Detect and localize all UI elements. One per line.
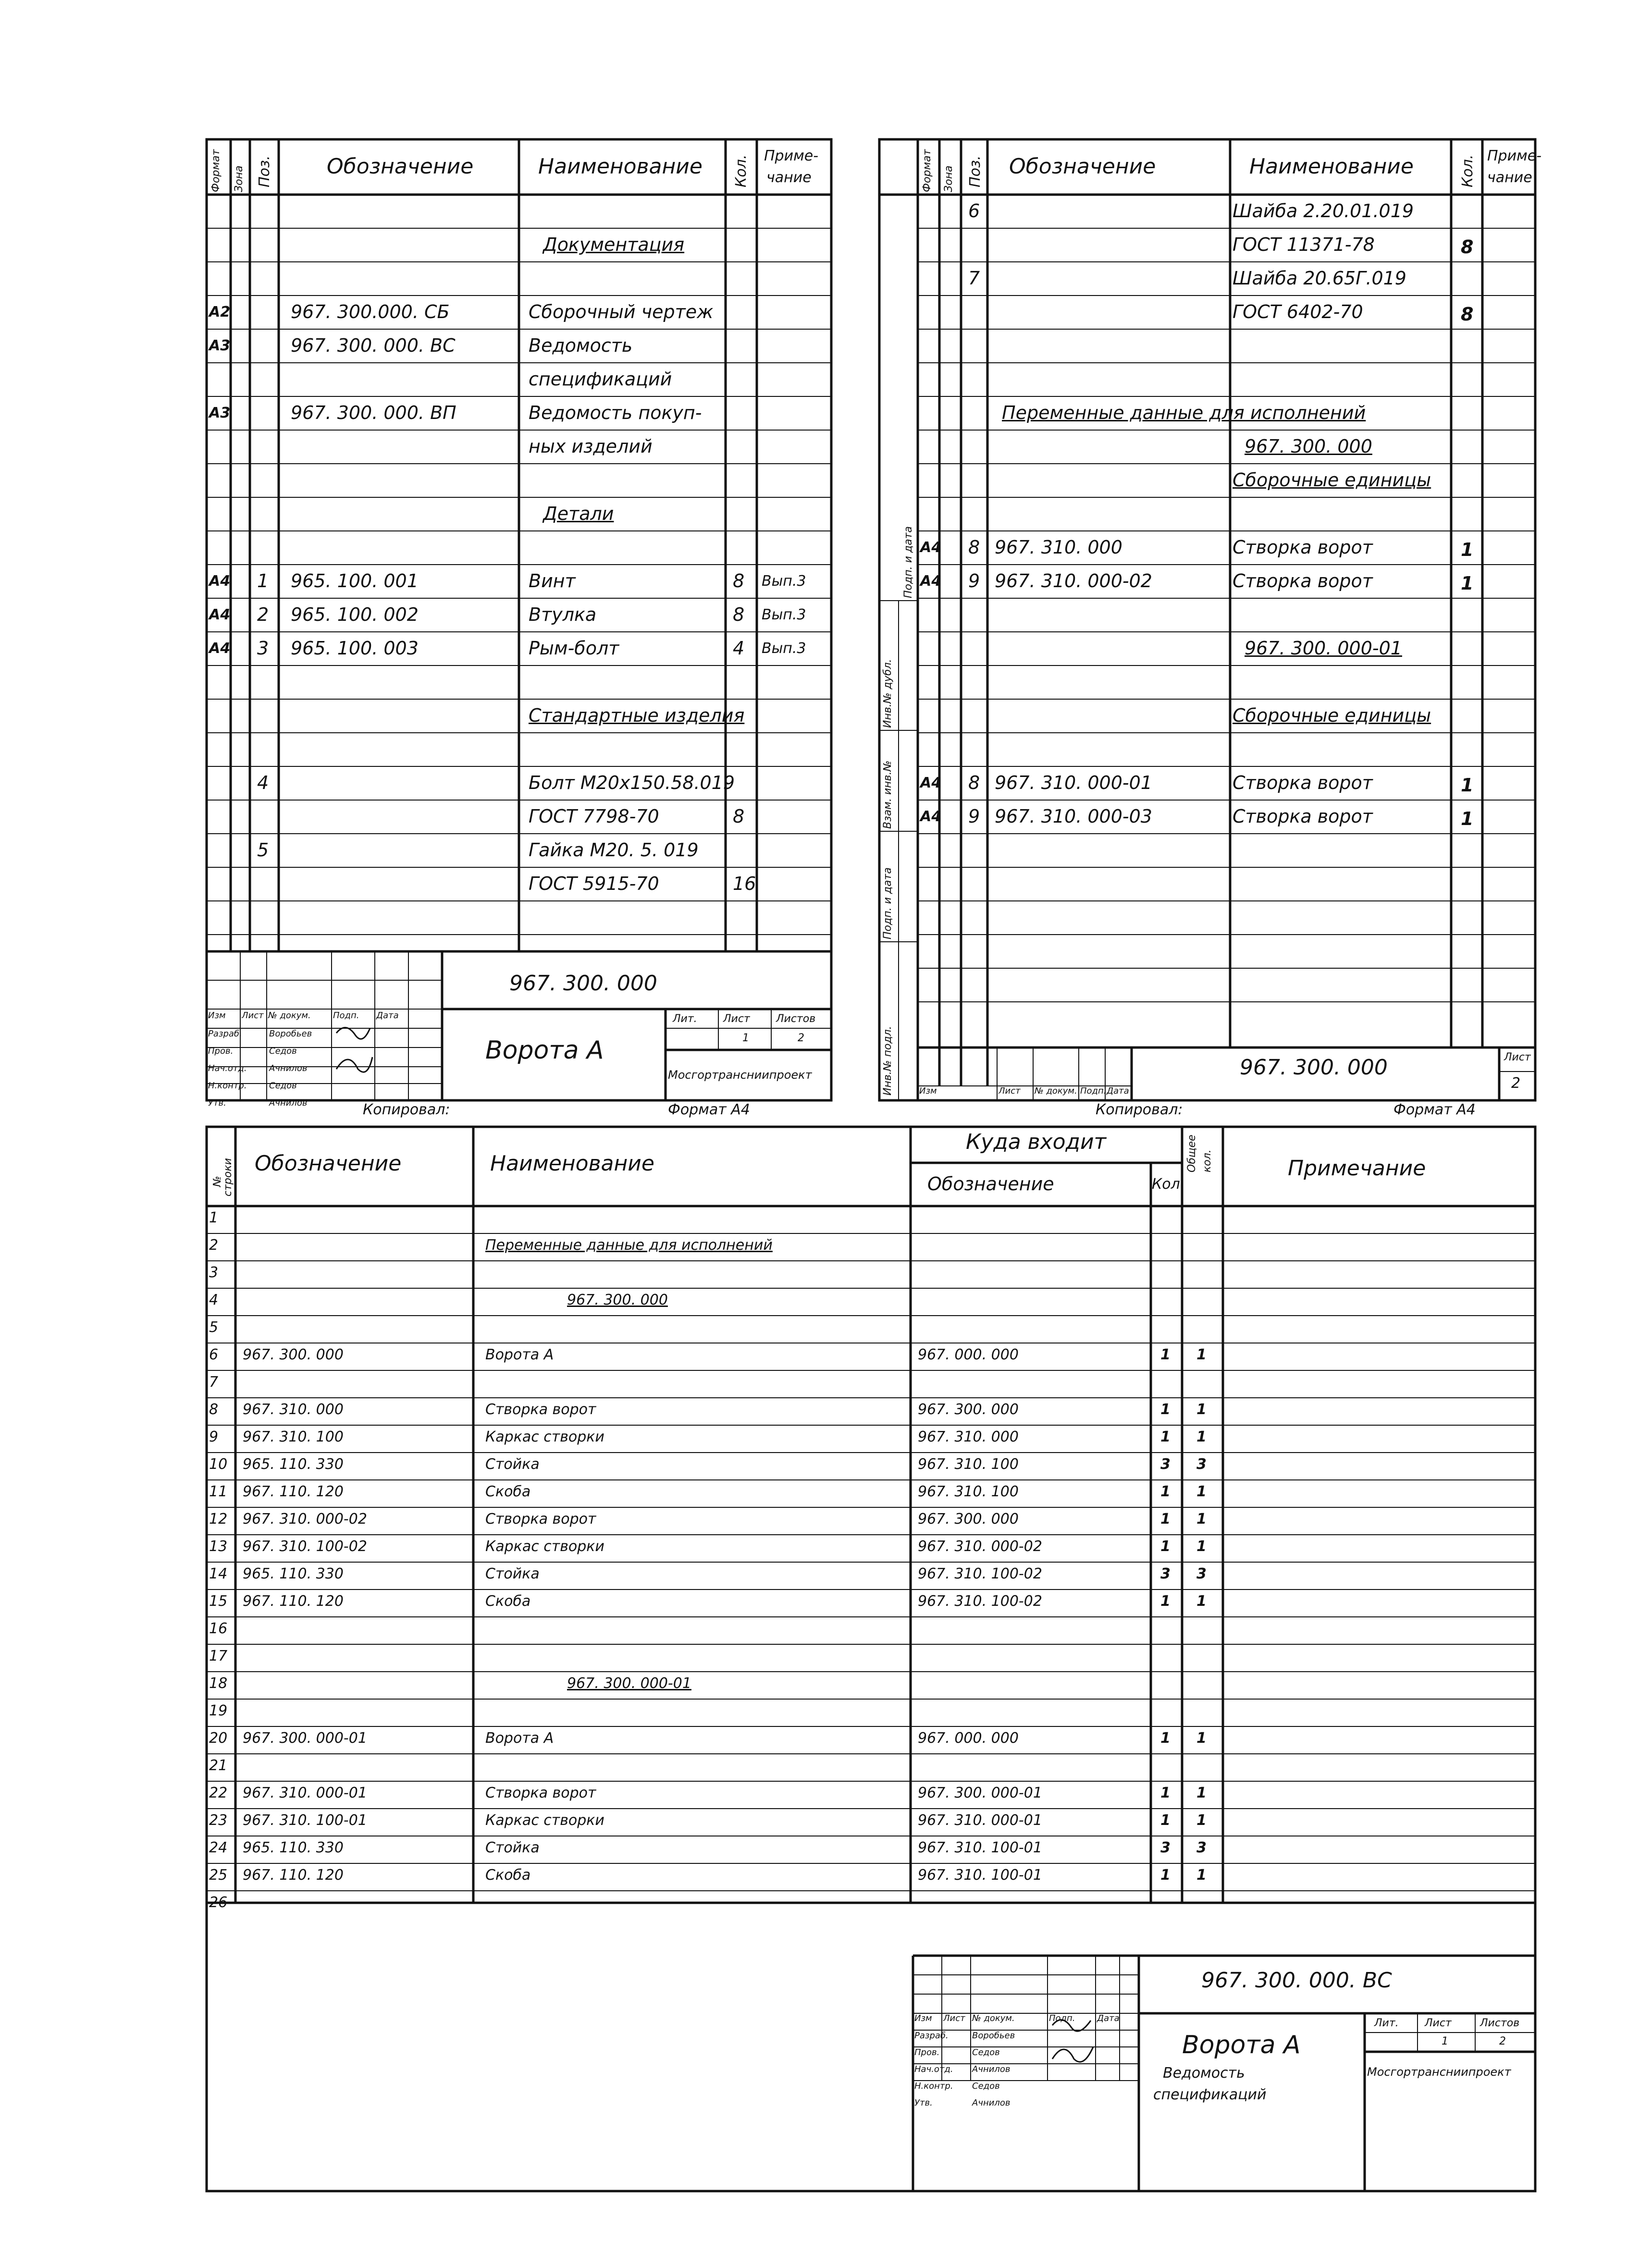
spec-qty-cell: 4: [733, 638, 745, 659]
stamp2-col-label: Дата: [1107, 1086, 1129, 1096]
stamp1-person: Воробьев: [269, 1029, 312, 1039]
stamp1-code: 967. 300. 000: [509, 971, 657, 996]
stamp1-format: Формат А4: [668, 1101, 750, 1118]
s3-header-total-1: Общее: [1186, 1134, 1198, 1172]
stamp1-copied: Копировал:: [363, 1101, 450, 1118]
spec-pos-cell: 7: [968, 268, 980, 289]
variable-row-number: 22: [209, 1785, 228, 1801]
variable-total-cell: 3: [1196, 1456, 1207, 1473]
spec-name-cell: Рым-болт: [529, 638, 619, 659]
spec-format-cell: А4: [920, 573, 942, 590]
spec-name-cell: ГОСТ 6402-70: [1233, 301, 1363, 322]
variable-where-cell: 967. 310. 100: [918, 1483, 1019, 1500]
variable-where-cell: 967. 310. 000: [918, 1429, 1019, 1445]
stamp3-sheets-no: 2: [1499, 2035, 1506, 2047]
variable-where-cell: 967. 310. 100-01: [918, 1839, 1042, 1856]
s3-header-where-des: Обозначение: [927, 1173, 1054, 1195]
variable-where-cell: 967. 300. 000: [918, 1511, 1019, 1528]
spec-format-cell: А3: [209, 405, 231, 421]
stamp3-sheets: Листов: [1480, 2017, 1520, 2029]
stamp1-role: Нач.отд.: [208, 1063, 247, 1073]
variable-designation-cell: 967. 300. 000: [243, 1346, 344, 1363]
spec-format-cell: А4: [209, 640, 231, 657]
spec-format-cell: А4: [920, 775, 942, 791]
variable-total-cell: 1: [1196, 1730, 1207, 1747]
variable-row-number: 11: [209, 1483, 228, 1500]
stamp1-person: Седов: [269, 1081, 297, 1091]
stamp3-col-label: Дата: [1097, 2013, 1120, 2023]
variable-qty-cell: 1: [1160, 1483, 1171, 1500]
variable-total-cell: 3: [1196, 1839, 1207, 1856]
header-zone: Зона: [233, 165, 245, 192]
spec-designation-cell: 967. 310. 000-01: [995, 772, 1152, 793]
s3-header-name: Наименование: [490, 1151, 654, 1176]
spec-designation-cell: 965. 100. 003: [291, 638, 419, 659]
variable-row-number: 1: [209, 1209, 219, 1226]
s2-header-qty: Кол.: [1459, 154, 1476, 187]
spec-designation-cell: 967. 310. 000: [995, 537, 1122, 558]
stamp3-sheet-no: 1: [1442, 2035, 1448, 2047]
variable-total-cell: 3: [1196, 1565, 1207, 1582]
stamp1-person: Ачнилов: [269, 1063, 308, 1073]
variable-row-number: 21: [209, 1757, 228, 1774]
spec-name-cell: ГОСТ 5915-70: [529, 873, 659, 894]
variable-where-cell: 967. 310. 100-01: [918, 1867, 1042, 1884]
spec-name-cell: Переменные данные для исполнений: [1002, 402, 1366, 423]
variable-name-cell: Переменные данные для исполнений: [485, 1237, 773, 1254]
s3-header-total-2: кол.: [1201, 1149, 1213, 1172]
variable-where-cell: 967. 310. 100-02: [918, 1565, 1042, 1582]
spec-name-cell: Ведомость покуп-: [529, 402, 702, 423]
spec-pos-cell: 8: [968, 772, 980, 793]
spec-qty-cell: 8: [733, 806, 745, 827]
spec-pos-cell: 4: [257, 772, 269, 793]
variable-name-cell: Стойка: [485, 1565, 540, 1582]
variable-total-cell: 1: [1196, 1346, 1207, 1363]
variable-qty-cell: 3: [1160, 1839, 1171, 1856]
spec-qty-cell: 1: [1461, 775, 1474, 796]
stamp1-person: Ачнилов: [269, 1098, 308, 1108]
stamp3-role: Нач.отд.: [914, 2064, 953, 2074]
variable-row-number: 3: [209, 1264, 219, 1281]
variable-row-number: 24: [209, 1839, 228, 1856]
spec-name-cell: Гайка М20. 5. 019: [529, 839, 699, 861]
stamp3-org: Мосгортрансниипроект: [1367, 2065, 1511, 2079]
side-label: Инв.№ подл.: [882, 1026, 894, 1096]
stamp3-person: Ачнилов: [972, 2064, 1011, 2074]
spec-designation-cell: 967. 310. 000-03: [995, 806, 1152, 827]
spec-note-cell: Вып.3: [762, 606, 806, 623]
variable-name-cell: Стойка: [485, 1839, 540, 1856]
variable-row-number: 15: [209, 1593, 228, 1610]
variable-row-number: 13: [209, 1538, 228, 1555]
side-label: Подп. и дата: [902, 526, 914, 598]
stamp2-code: 967. 300. 000: [1240, 1055, 1388, 1080]
variable-name-cell: Ворота А: [485, 1730, 554, 1747]
stamp1-col-label: Подп.: [333, 1010, 359, 1021]
variable-designation-cell: 967. 310. 100-01: [243, 1812, 367, 1829]
stamp3-code: 967. 300. 000. ВС: [1201, 1968, 1392, 1993]
spec-name-cell: Шайба 20.65Г.019: [1233, 268, 1406, 289]
spec-name-cell: Створка ворот: [1233, 570, 1373, 591]
spec-name-cell: Шайба 2.20.01.019: [1233, 200, 1414, 222]
spec-name-cell: Винт: [529, 570, 576, 591]
spec-name-cell: Ведомость: [529, 335, 633, 356]
variable-qty-cell: 1: [1160, 1538, 1171, 1555]
variable-name-cell: Створка ворот: [485, 1511, 596, 1528]
spec-pos-cell: 9: [968, 806, 980, 827]
spec-note-cell: Вып.3: [762, 573, 806, 590]
spec-designation-cell: 967. 300.000. СБ: [291, 301, 450, 322]
header-format: Формат: [210, 149, 222, 192]
stamp1-sheet-no: 1: [742, 1032, 749, 1044]
stamp3-sheet: Лист: [1425, 2017, 1452, 2029]
side-label: Подп. и дата: [882, 867, 894, 939]
s2-header-name: Наименование: [1249, 154, 1414, 179]
variable-name-cell: Каркас створки: [485, 1538, 604, 1555]
stamp2-sheet: Лист: [1504, 1051, 1531, 1063]
spec-name-cell: Створка ворот: [1233, 772, 1373, 793]
variable-name-cell: Ворота А: [485, 1346, 554, 1363]
header-note-1: Приме-: [764, 148, 819, 164]
variable-designation-cell: 967. 110. 120: [243, 1593, 344, 1610]
variable-row-number: 12: [209, 1511, 228, 1528]
variable-where-cell: 967. 310. 000-01: [918, 1812, 1042, 1829]
stamp3-role: Утв.: [914, 2098, 933, 2108]
variable-name-cell: Скоба: [485, 1593, 531, 1610]
spec-pos-cell: 9: [968, 570, 980, 591]
stamp3-subtitle-2: спецификаций: [1153, 2086, 1267, 2103]
variable-row-number: 10: [209, 1456, 228, 1473]
spec-format-cell: А4: [920, 808, 942, 825]
variable-designation-cell: 965. 110. 330: [243, 1565, 344, 1582]
stamp2-copied: Копировал:: [1096, 1101, 1183, 1118]
variable-qty-cell: 1: [1160, 1812, 1171, 1829]
variable-designation-cell: 967. 310. 100: [243, 1429, 344, 1445]
variable-name-cell: Створка ворот: [485, 1401, 596, 1418]
stamp1-lit: Лит.: [673, 1013, 697, 1025]
stamp3-col-label: Лист: [943, 2013, 965, 2023]
variable-row-number: 2: [209, 1237, 219, 1254]
variable-designation-cell: 967. 110. 120: [243, 1483, 344, 1500]
spec-pos-cell: 6: [968, 200, 980, 222]
stamp1-role: Н.контр.: [208, 1081, 247, 1091]
stamp3-role: Н.контр.: [914, 2081, 953, 2091]
spec-qty-cell: 1: [1461, 808, 1474, 829]
variable-name-cell: Скоба: [485, 1483, 531, 1500]
variable-row-number: 16: [209, 1620, 228, 1637]
variable-where-cell: 967. 300. 000: [918, 1401, 1019, 1418]
spec-name-cell: Сборочные единицы: [1233, 469, 1431, 491]
stamp1-col-label: Дата: [376, 1010, 399, 1021]
stamp3-role: Разраб.: [914, 2031, 949, 2041]
stamp1-org: Мосгортрансниипроект: [668, 1068, 812, 1082]
variable-row-number: 7: [209, 1374, 219, 1391]
stamp1-person: Седов: [269, 1046, 297, 1056]
spec-name-cell: Болт М20х150.58.019: [529, 772, 735, 793]
variable-where-cell: 967. 310. 000-02: [918, 1538, 1042, 1555]
stamp3-person: Воробьев: [972, 2031, 1015, 2041]
variable-qty-cell: 1: [1160, 1429, 1171, 1445]
variable-qty-cell: 1: [1160, 1511, 1171, 1528]
s3-header-where: Куда входит: [966, 1130, 1107, 1154]
variable-designation-cell: 967. 300. 000-01: [243, 1730, 367, 1747]
variable-designation-cell: 967. 310. 000: [243, 1401, 344, 1418]
variable-where-cell: 967. 000. 000: [918, 1346, 1019, 1363]
side-label: Инв.№ дубл.: [882, 659, 894, 728]
variable-where-cell: 967. 300. 000-01: [918, 1785, 1042, 1801]
stamp3-person: Ачнилов: [972, 2098, 1011, 2108]
variable-total-cell: 1: [1196, 1785, 1207, 1801]
spec-name-cell: ГОСТ 11371-78: [1233, 234, 1375, 255]
variable-row-number: 5: [209, 1319, 219, 1336]
stamp3-col-label: № докум.: [972, 2013, 1015, 2023]
spec-name-cell: ных изделий: [529, 436, 653, 457]
spec-designation-cell: 967. 300. 000. ВС: [291, 335, 456, 356]
spec-format-cell: А2: [209, 304, 231, 320]
spec-pos-cell: 5: [257, 839, 269, 861]
stamp3-col-label: Изм: [914, 2013, 932, 2023]
variable-row-number: 8: [209, 1401, 219, 1418]
header-note-2: чание: [766, 169, 812, 186]
variable-where-cell: 967. 310. 100: [918, 1456, 1019, 1473]
variable-qty-cell: 3: [1160, 1565, 1171, 1582]
variable-qty-cell: 1: [1160, 1730, 1171, 1747]
stamp1-sheets-no: 2: [798, 1032, 804, 1044]
variable-name-cell: Стойка: [485, 1456, 540, 1473]
variable-qty-cell: 1: [1160, 1346, 1171, 1363]
spec-format-cell: А3: [209, 337, 231, 354]
variable-total-cell: 1: [1196, 1483, 1207, 1500]
spec-designation-cell: 965. 100. 002: [291, 604, 419, 625]
spec-name-cell: 967. 300. 000-01: [1245, 638, 1402, 659]
spec-pos-cell: 2: [257, 604, 269, 625]
stamp3-role: Пров.: [914, 2047, 940, 2058]
variable-designation-cell: 967. 110. 120: [243, 1867, 344, 1884]
stamp1-col-label: Лист: [242, 1010, 264, 1021]
spec-name-cell: Сборочные единицы: [1233, 705, 1431, 726]
stamp2-format: Формат А4: [1393, 1101, 1476, 1118]
stamp1-title: Ворота А: [485, 1036, 604, 1065]
spec-name-cell: Втулка: [529, 604, 597, 625]
spec-format-cell: А4: [209, 573, 231, 590]
variable-row-number: 25: [209, 1867, 228, 1884]
variable-designation-cell: 967. 310. 000-01: [243, 1785, 367, 1801]
variable-total-cell: 1: [1196, 1401, 1207, 1418]
stamp2-sheet-no: 2: [1511, 1075, 1521, 1092]
spec-name-cell: Документация: [543, 234, 685, 255]
spec-name-cell: Детали: [543, 503, 614, 524]
spec-qty-cell: 16: [733, 873, 756, 894]
sheet3-frame: [207, 1127, 1535, 2191]
stamp2-col-label: Подп.: [1080, 1086, 1107, 1096]
spec-qty-cell: 8: [1461, 304, 1474, 325]
spec-format-cell: А4: [920, 539, 942, 556]
header-designation: Обозначение: [327, 154, 474, 179]
variable-name-cell: Каркас створки: [485, 1429, 604, 1445]
stamp3-title: Ворота А: [1182, 2031, 1301, 2059]
header-name: Наименование: [538, 154, 703, 179]
variable-row-number: 19: [209, 1702, 228, 1719]
s3-header-where-qty: Кол.: [1152, 1176, 1185, 1193]
stamp3-person: Седов: [972, 2081, 1000, 2091]
spec-name-cell: Сборочный чертеж: [529, 301, 714, 322]
spec-name-cell: ГОСТ 7798-70: [529, 806, 659, 827]
variable-where-cell: 967. 000. 000: [918, 1730, 1019, 1747]
stamp1-role: Пров.: [208, 1046, 234, 1056]
variable-designation-cell: 965. 110. 330: [243, 1839, 344, 1856]
spec-name-cell: Створка ворот: [1233, 806, 1373, 827]
s3-header-rowno-1: №: [211, 1176, 223, 1187]
variable-designation-cell: 965. 110. 330: [243, 1456, 344, 1473]
variable-row-number: 6: [209, 1346, 219, 1363]
spec-qty-cell: 8: [733, 570, 745, 591]
spec-designation-cell: 965. 100. 001: [291, 570, 419, 591]
variable-total-cell: 1: [1196, 1812, 1207, 1829]
variable-qty-cell: 1: [1160, 1867, 1171, 1884]
variable-row-number: 23: [209, 1812, 228, 1829]
stamp3-person: Седов: [972, 2047, 1000, 2058]
s3-header-note: Примечание: [1288, 1156, 1426, 1181]
side-label: Взам. инв.№: [882, 760, 894, 829]
variable-name-cell: 967. 300. 000: [567, 1292, 668, 1308]
variable-total-cell: 1: [1196, 1511, 1207, 1528]
spec-qty-cell: 1: [1461, 539, 1474, 560]
sheet2-row-lines: [879, 228, 1535, 1100]
s3-header-designation: Обозначение: [255, 1151, 402, 1176]
s2-header-pos: Поз.: [967, 155, 984, 187]
spec-designation-cell: 967. 300. 000. ВП: [291, 402, 456, 423]
variable-qty-cell: 1: [1160, 1401, 1171, 1418]
variable-name-cell: Каркас створки: [485, 1812, 604, 1829]
stamp1-role: Разраб.: [208, 1029, 242, 1039]
variable-total-cell: 1: [1196, 1593, 1207, 1610]
spec-pos-cell: 8: [968, 537, 980, 558]
header-pos: Поз.: [256, 155, 273, 187]
variable-total-cell: 1: [1196, 1867, 1207, 1884]
spec-format-cell: А4: [209, 606, 231, 623]
header-qty: Кол.: [733, 154, 750, 187]
spec-qty-cell: 8: [733, 604, 745, 625]
variable-name-cell: 967. 300. 000-01: [567, 1675, 691, 1692]
sheet3-row-lines: [207, 1233, 1535, 2081]
spec-pos-cell: 1: [257, 570, 269, 591]
variable-qty-cell: 3: [1160, 1456, 1171, 1473]
variable-where-cell: 967. 310. 100-02: [918, 1593, 1042, 1610]
stamp2-col-label: № докум.: [1035, 1086, 1077, 1096]
stamp2-col-label: Изм: [919, 1086, 937, 1096]
variable-name-cell: Створка ворот: [485, 1785, 596, 1801]
variable-row-number: 20: [209, 1730, 228, 1747]
spec-note-cell: Вып.3: [762, 640, 806, 657]
stamp3-col-label: Подп.: [1049, 2013, 1075, 2023]
spec-name-cell: Стандартные изделия: [529, 705, 745, 726]
variable-designation-cell: 967. 310. 100-02: [243, 1538, 367, 1555]
stamp1-sheets: Листов: [776, 1013, 816, 1025]
variable-row-number: 9: [209, 1429, 219, 1445]
spec-name-cell: спецификаций: [529, 369, 672, 390]
spec-pos-cell: 3: [257, 638, 269, 659]
stamp1-sheet: Лист: [723, 1013, 750, 1025]
stamp3-subtitle-1: Ведомость: [1163, 2065, 1245, 2082]
s2-header-note-1: Приме-: [1487, 148, 1542, 164]
variable-row-number: 17: [209, 1648, 228, 1664]
spec-qty-cell: 8: [1461, 236, 1474, 258]
variable-row-number: 4: [209, 1292, 219, 1308]
stamp1-role: Утв.: [208, 1098, 226, 1108]
variable-qty-cell: 1: [1160, 1785, 1171, 1801]
stamp1-col-label: Изм: [208, 1010, 226, 1021]
variable-total-cell: 1: [1196, 1538, 1207, 1555]
variable-designation-cell: 967. 310. 000-02: [243, 1511, 367, 1528]
s2-header-format: Формат: [921, 149, 933, 192]
variable-qty-cell: 1: [1160, 1593, 1171, 1610]
stamp3-lit: Лит.: [1374, 2017, 1399, 2029]
s3-header-rowno-2: строки: [222, 1158, 234, 1196]
variable-name-cell: Скоба: [485, 1867, 531, 1884]
stamp2-col-label: Лист: [999, 1086, 1021, 1096]
spec-qty-cell: 1: [1461, 573, 1474, 594]
spec-designation-cell: 967. 310. 000-02: [995, 570, 1152, 591]
variable-row-number: 18: [209, 1675, 228, 1692]
stamp1-col-label: № докум.: [268, 1010, 311, 1021]
variable-row-number: 26: [209, 1894, 228, 1911]
s2-header-zone: Зона: [943, 165, 955, 192]
s2-header-note-2: чание: [1487, 169, 1532, 186]
spec-name-cell: 967. 300. 000: [1245, 436, 1372, 457]
variable-row-number: 14: [209, 1565, 228, 1582]
spec-name-cell: Створка ворот: [1233, 537, 1373, 558]
variable-total-cell: 1: [1196, 1429, 1207, 1445]
s2-header-designation: Обозначение: [1009, 154, 1156, 179]
